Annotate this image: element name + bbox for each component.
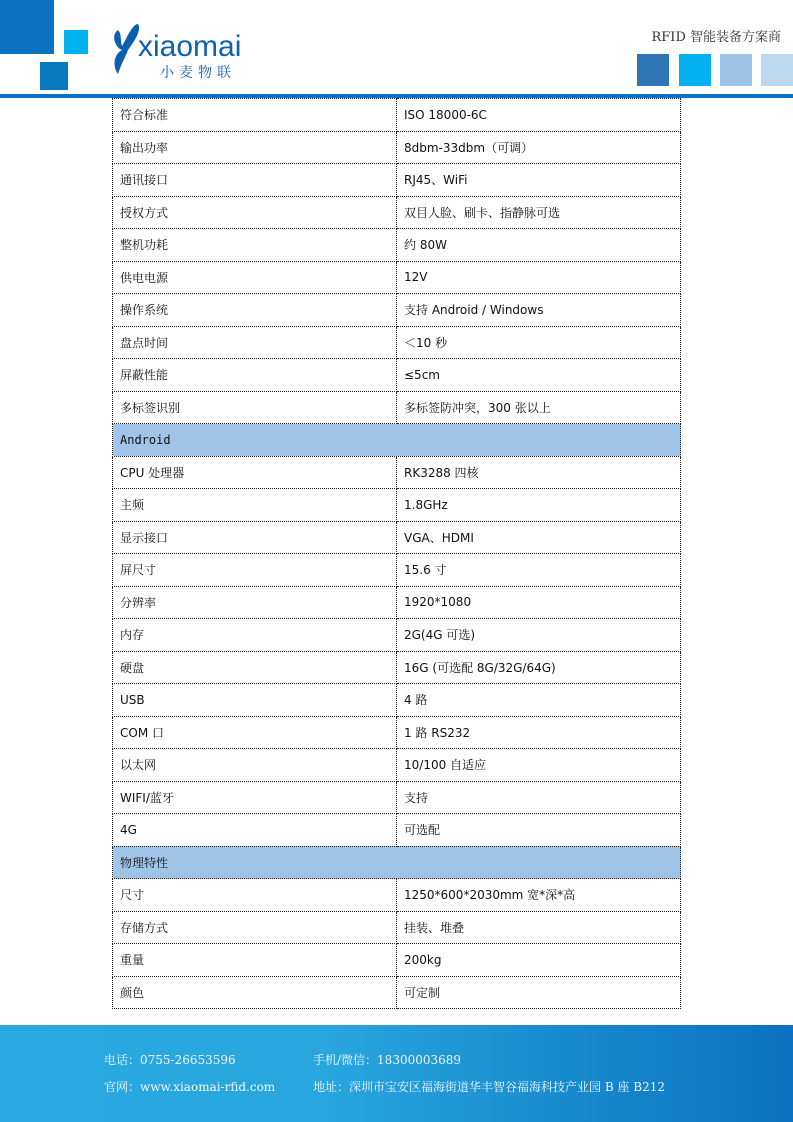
spec-value: VGA、HDMI xyxy=(397,521,681,554)
tagline: RFID 智能装备方案商 xyxy=(651,30,781,45)
spec-value: 10/100 自适应 xyxy=(397,749,681,782)
section-header xyxy=(113,424,681,457)
table-row xyxy=(113,944,681,977)
decor-square xyxy=(40,62,68,90)
footer xyxy=(0,1025,793,1122)
spec-label: 分辨率 xyxy=(113,586,397,619)
decor-square xyxy=(0,0,54,54)
spec-label: 通讯接口 xyxy=(113,164,397,197)
spec-value: 挂装、堆叠 xyxy=(397,911,681,944)
spec-label: COM 口 xyxy=(113,716,397,749)
spec-value: ≤5cm xyxy=(397,359,681,392)
table-row xyxy=(113,261,681,294)
spec-label: 显示接口 xyxy=(113,521,397,554)
decor-square xyxy=(679,54,711,86)
table-row xyxy=(113,359,681,392)
spec-value: 1.8GHz xyxy=(397,489,681,522)
spec-label: 颜色 xyxy=(113,976,397,1009)
spec-label: CPU 处理器 xyxy=(113,456,397,489)
table-row xyxy=(113,164,681,197)
footer-address: 地址：深圳市宝安区福海街道华丰智谷福海科技产业园 B 座 B212 xyxy=(313,1080,665,1094)
spec-label: 整机功耗 xyxy=(113,229,397,262)
table-row xyxy=(113,456,681,489)
spec-value: 1920*1080 xyxy=(397,586,681,619)
spec-table xyxy=(112,98,681,1009)
spec-label: 屏尺寸 xyxy=(113,554,397,587)
table-row xyxy=(113,619,681,652)
spec-label: 尺寸 xyxy=(113,879,397,912)
table-row xyxy=(113,651,681,684)
spec-label: 符合标准 xyxy=(113,99,397,132)
table-row xyxy=(113,911,681,944)
spec-label: 操作系统 xyxy=(113,294,397,327)
spec-value: 1250*600*2030mm 宽*深*高 xyxy=(397,879,681,912)
spec-value: ＜10 秒 xyxy=(397,326,681,359)
spec-value: ISO 18000-6C xyxy=(397,99,681,132)
decor-square xyxy=(761,54,793,86)
spec-value: 200kg xyxy=(397,944,681,977)
decor-square xyxy=(64,30,88,54)
footer-phone: 电话：0755-26653596 xyxy=(104,1053,236,1067)
spec-label: 盘点时间 xyxy=(113,326,397,359)
table-row xyxy=(113,391,681,424)
spec-label: 供电电源 xyxy=(113,261,397,294)
spec-label: 授权方式 xyxy=(113,196,397,229)
table-row xyxy=(113,879,681,912)
spec-label: 存储方式 xyxy=(113,911,397,944)
spec-label: WIFI/蓝牙 xyxy=(113,781,397,814)
spec-label: 重量 xyxy=(113,944,397,977)
table-row xyxy=(113,196,681,229)
logo-cn-text: 小麦物联 xyxy=(160,65,236,81)
table-row xyxy=(113,521,681,554)
table-row xyxy=(113,554,681,587)
spec-value: 1 路 RS232 xyxy=(397,716,681,749)
table-row xyxy=(113,684,681,717)
spec-label: 4G xyxy=(113,814,397,847)
spec-value: 8dbm-33dbm（可调） xyxy=(397,131,681,164)
spec-value: 可定制 xyxy=(397,976,681,1009)
table-row xyxy=(113,131,681,164)
spec-value: 双目人脸、刷卡、指静脉可选 xyxy=(397,196,681,229)
spec-label: 输出功率 xyxy=(113,131,397,164)
table-row xyxy=(113,716,681,749)
spec-value: RK3288 四核 xyxy=(397,456,681,489)
spec-value: 约 80W xyxy=(397,229,681,262)
table-row xyxy=(113,229,681,262)
table-row xyxy=(113,326,681,359)
spec-label: USB xyxy=(113,684,397,717)
spec-label: 屏蔽性能 xyxy=(113,359,397,392)
spec-label: 硬盘 xyxy=(113,651,397,684)
footer-mobile: 手机/微信：18300003689 xyxy=(313,1053,462,1067)
spec-value: RJ45、WiFi xyxy=(397,164,681,197)
section-title: Android xyxy=(113,424,681,457)
spec-value: 可选配 xyxy=(397,814,681,847)
decor-square xyxy=(637,54,669,86)
table-row xyxy=(113,489,681,522)
table-row xyxy=(113,749,681,782)
logo-text: xiaomai xyxy=(138,30,242,63)
logo xyxy=(108,22,248,82)
section-header xyxy=(113,846,681,879)
spec-value: 15.6 寸 xyxy=(397,554,681,587)
spec-label: 以太网 xyxy=(113,749,397,782)
spec-value: 12V xyxy=(397,261,681,294)
spec-value: 2G(4G 可选) xyxy=(397,619,681,652)
spec-label: 主频 xyxy=(113,489,397,522)
spec-value: 16G (可选配 8G/32G/64G) xyxy=(397,651,681,684)
footer-website[interactable]: 官网：www.xiaomai-rfid.com xyxy=(104,1080,276,1094)
table-row xyxy=(113,294,681,327)
spec-label: 内存 xyxy=(113,619,397,652)
spec-value: 多标签防冲突，300 张以上 xyxy=(397,391,681,424)
table-row xyxy=(113,976,681,1009)
spec-value: 支持 xyxy=(397,781,681,814)
decor-square xyxy=(720,54,752,86)
table-row xyxy=(113,586,681,619)
table-row xyxy=(113,814,681,847)
table-row xyxy=(113,781,681,814)
section-title: 物理特性 xyxy=(113,846,681,879)
table-row xyxy=(113,99,681,132)
spec-label: 多标签识别 xyxy=(113,391,397,424)
spec-value: 4 路 xyxy=(397,684,681,717)
spec-value: 支持 Android / Windows xyxy=(397,294,681,327)
